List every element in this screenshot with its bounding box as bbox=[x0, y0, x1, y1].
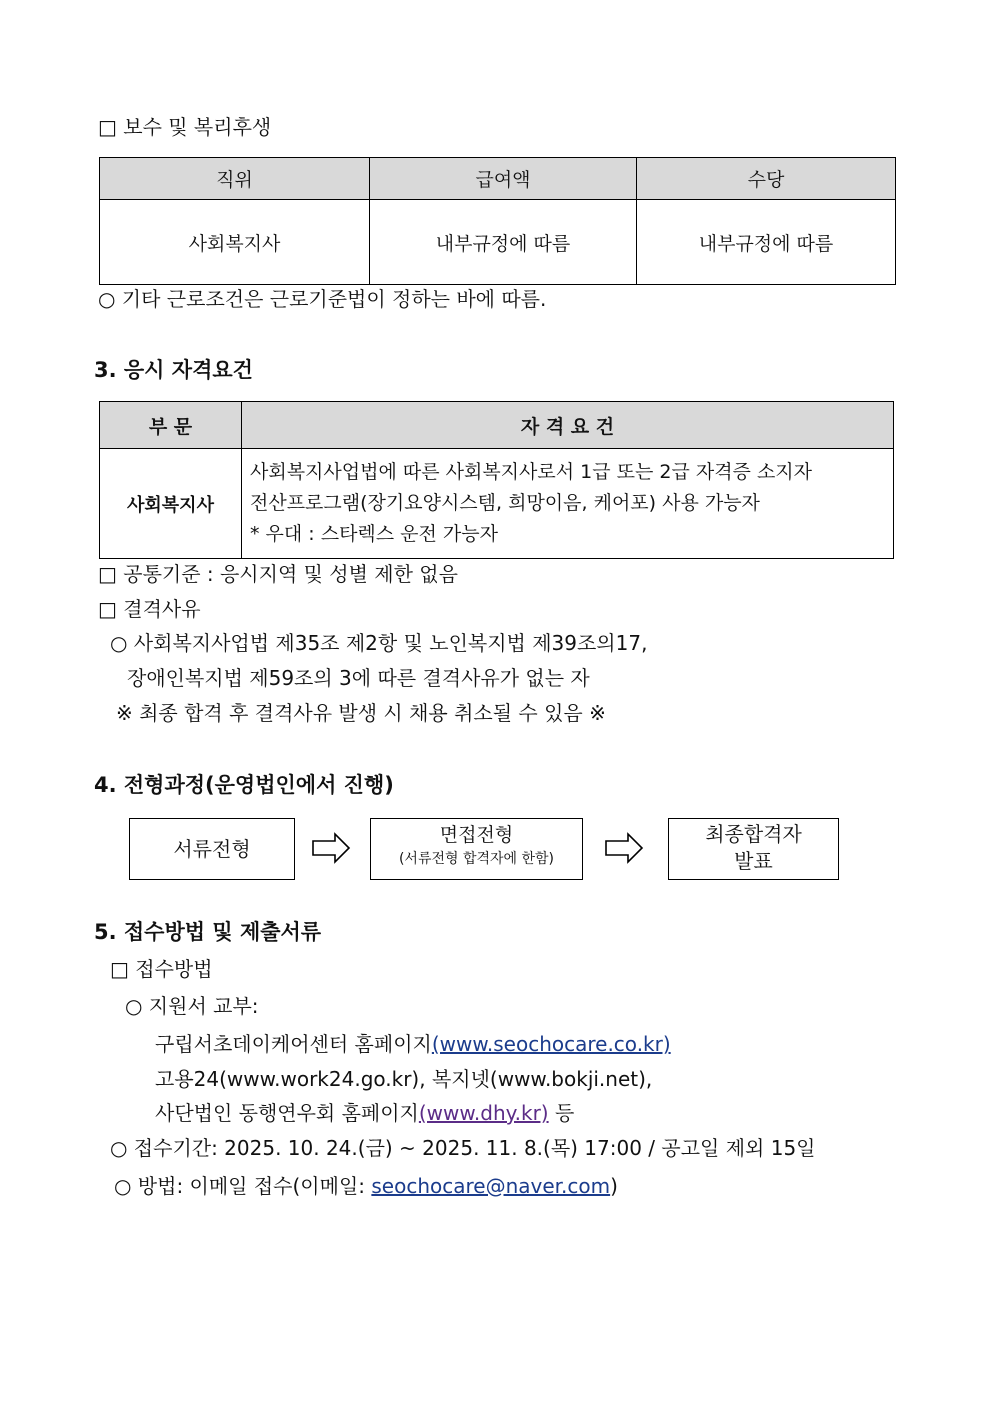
process-step-interview-sub: (서류전형 합격자에 한함) bbox=[398, 851, 555, 867]
dhy-website-link[interactable]: (www.dhy.kr) bbox=[418, 1101, 549, 1125]
qual-requirement-2: 전산프로그램(장기요양시스템, 희망이음, 케어포) 사용 가능자 bbox=[250, 492, 760, 514]
qual-requirement-1: 사회복지사업법에 따른 사회복지사로서 1급 또는 2급 자격증 소지자 bbox=[250, 461, 813, 483]
salary-cell-pay: 내부규정에 따름 bbox=[370, 200, 637, 285]
application-method-suffix: ) bbox=[610, 1174, 618, 1198]
qual-header-requirements: 자 격 요 건 bbox=[242, 402, 894, 449]
qual-header-category: 부 문 bbox=[100, 402, 242, 449]
section4-title: 4. 전형과정(운영법인에서 진행) bbox=[94, 773, 394, 797]
arrow-right-icon bbox=[311, 831, 351, 865]
arrow-right-icon bbox=[604, 831, 644, 865]
common-criteria: □ 공통기준 : 응시지역 및 성별 제한 없음 bbox=[98, 562, 458, 586]
form-line-1 bbox=[155, 1031, 671, 1057]
salary-cell-position: 사회복지사 bbox=[100, 200, 370, 285]
qual-category: 사회복지사 bbox=[100, 449, 242, 559]
salary-header-position: 직위 bbox=[100, 158, 370, 200]
disqualification-title: □ 결격사유 bbox=[98, 597, 201, 621]
salary-note: ○ 기타 근로조건은 근로기준법이 정하는 바에 따름. bbox=[98, 287, 547, 311]
disqualification-line-2: 장애인복지법 제59조의 3에 따른 결격사유가 없는 자 bbox=[127, 666, 590, 690]
form-distribution-title: ○ 지원서 교부: bbox=[125, 994, 259, 1018]
process-step-document bbox=[129, 818, 295, 880]
salary-cell-allowance: 내부규정에 따름 bbox=[637, 200, 896, 285]
process-step-final-label2: 발표 bbox=[734, 849, 773, 873]
form-line-2: 고용24(www.work24.go.kr), 복지넷(www.bokji.net), bbox=[155, 1067, 653, 1091]
disqualification-warning: ※ 최종 합격 후 결격사유 발생 시 채용 취소될 수 있음 ※ bbox=[116, 701, 606, 725]
seochocare-website-link[interactable]: (www.seochocare.co.kr) bbox=[431, 1032, 671, 1056]
application-method bbox=[114, 1173, 618, 1199]
process-step-interview-label: 면접전형 bbox=[439, 824, 514, 846]
process-step-document-label: 서류전형 bbox=[173, 837, 251, 861]
email-link[interactable]: seochocare@naver.com bbox=[371, 1174, 611, 1198]
process-step-final-label: 최종합격자 bbox=[705, 822, 802, 846]
form-line-3-tail: 등 bbox=[548, 1101, 575, 1125]
qualification-table bbox=[99, 401, 894, 559]
form-line-1-text: 구립서초데이케어센터 홈페이지 bbox=[155, 1032, 432, 1056]
salary-header-allowance: 수당 bbox=[637, 158, 896, 200]
application-method-prefix: ○ 방법: 이메일 접수(이메일: bbox=[114, 1174, 372, 1198]
method-title: □ 접수방법 bbox=[110, 957, 213, 981]
section3-title: 3. 응시 자격요건 bbox=[94, 358, 253, 382]
qual-requirements bbox=[242, 449, 894, 559]
salary-table bbox=[99, 157, 896, 285]
qual-requirement-3: * 우대 : 스타렉스 운전 가능자 bbox=[250, 523, 498, 545]
form-line-3-text: 사단법인 동행연우회 홈페이지 bbox=[155, 1101, 419, 1125]
disqualification-line-1: ○ 사회복지사업법 제35조 제2항 및 노인복지법 제39조의17, bbox=[110, 631, 648, 655]
form-line-3 bbox=[155, 1100, 574, 1126]
process-step-interview bbox=[370, 818, 583, 880]
salary-header-pay: 급여액 bbox=[370, 158, 637, 200]
process-step-final bbox=[668, 818, 839, 880]
application-period: ○ 접수기간: 2025. 10. 24.(금) ~ 2025. 11. 8.(목) 17:00 / 공고일 제외 15일 bbox=[110, 1136, 816, 1160]
section5-title: 5. 접수방법 및 제출서류 bbox=[94, 920, 322, 944]
salary-section-title: □ 보수 및 복리후생 bbox=[98, 115, 272, 139]
